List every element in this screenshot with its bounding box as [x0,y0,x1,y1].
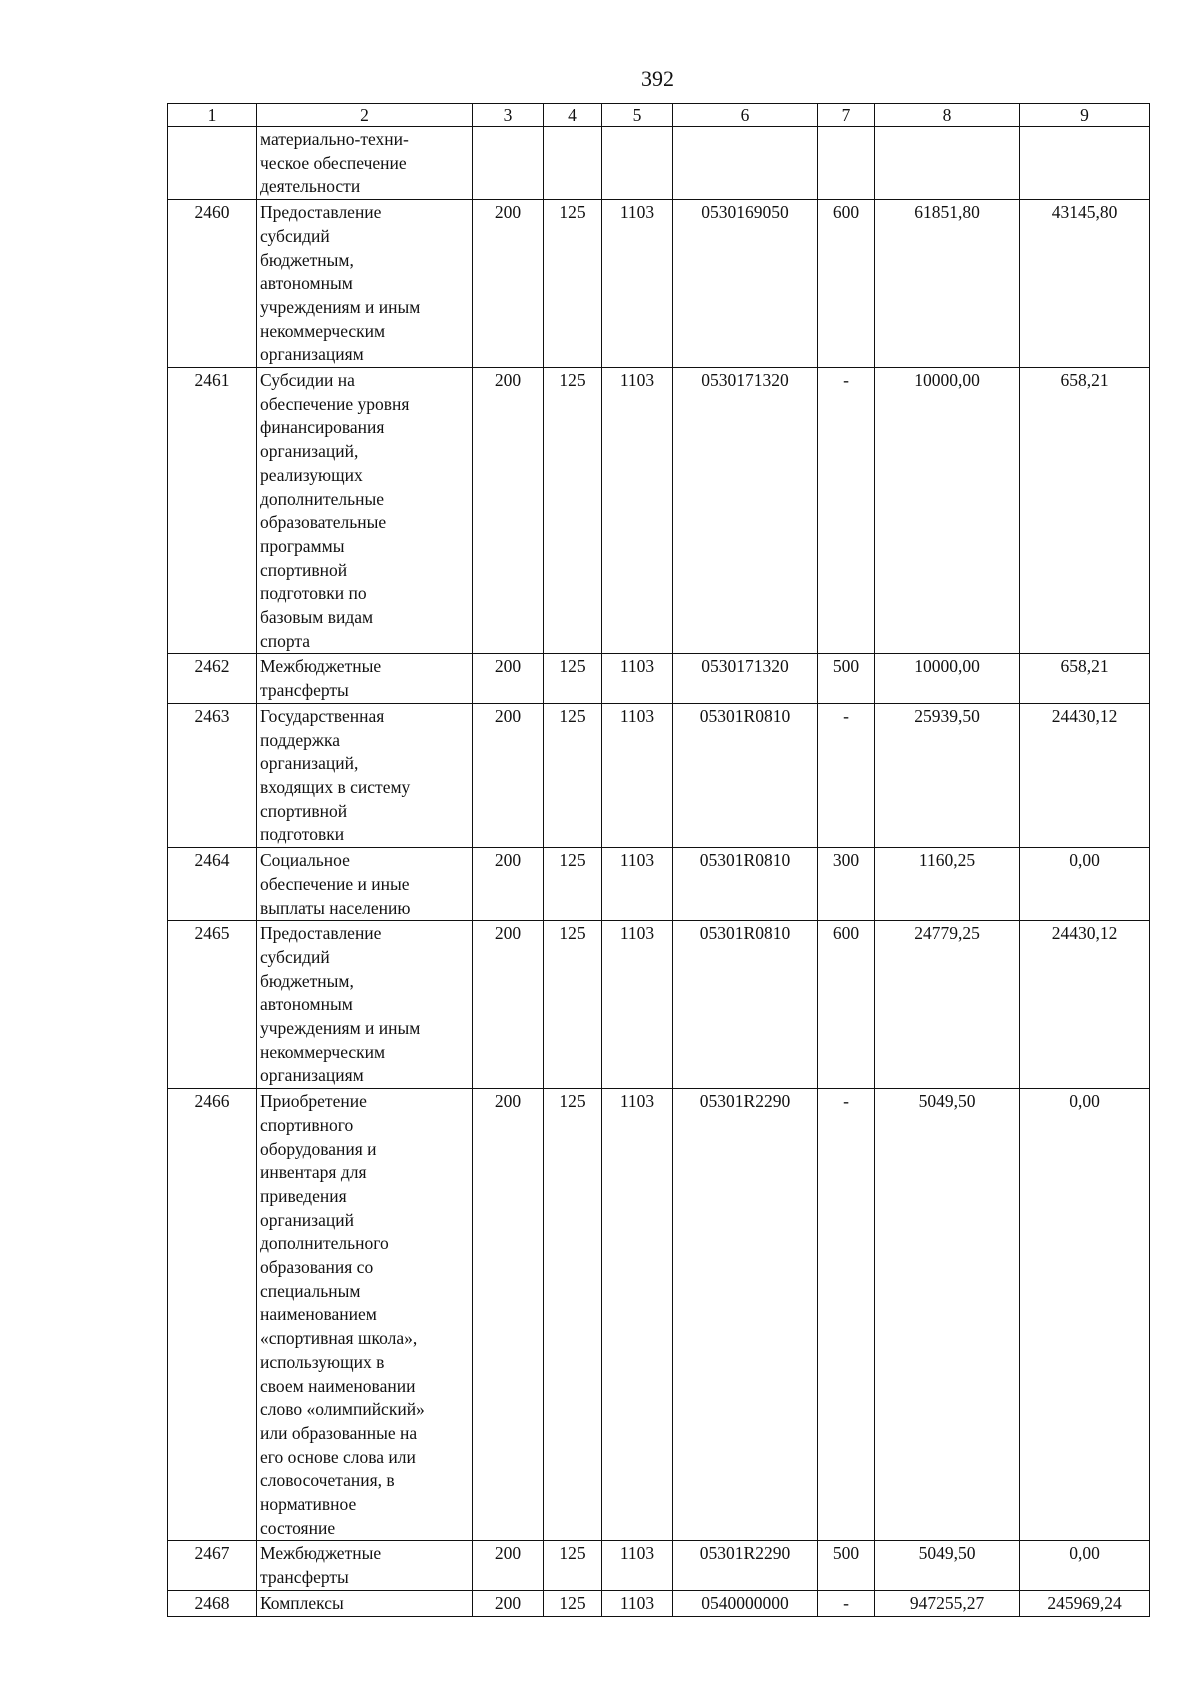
col5-value: 1103 [602,368,673,654]
col7-value: - [818,1590,875,1616]
row-description [257,921,473,1089]
col7-value: 500 [818,654,875,703]
row-description [257,200,473,368]
col3-value: 200 [473,1089,544,1541]
col9-value: 43145,80 [1020,200,1150,368]
table-row [168,127,1150,200]
description-line: обеспечение уровня [260,393,410,414]
table-row [168,1590,1150,1616]
table-row [168,654,1150,703]
description-line: дополнительные [260,488,385,509]
col6-value: 0530171320 [673,368,818,654]
col5-value: 1103 [602,703,673,847]
col4-value: 125 [544,703,602,847]
col7-value: - [818,368,875,654]
row-number: 2461 [168,368,257,654]
description-line: образовательные [260,512,387,533]
col5-value: 1103 [602,200,673,368]
col5-value: 1103 [602,848,673,921]
row-description [257,1089,473,1541]
description-line: поддержка [260,729,341,750]
table-body [168,127,1150,1617]
col6-value: 0540000000 [673,1590,818,1616]
table-row [168,1541,1150,1590]
description-line: словосочетания, в [260,1470,395,1491]
header-col-6: 6 [673,104,818,127]
description-line: оборудования и [260,1138,377,1159]
description-line: финансирования [260,417,385,438]
col7-value: 600 [818,921,875,1089]
col4-value: 125 [544,1590,602,1616]
col6-value: 0530169050 [673,200,818,368]
col6-value: 0530171320 [673,654,818,703]
col3-value [473,127,544,200]
col3-value: 200 [473,654,544,703]
col8-value: 5049,50 [875,1541,1020,1590]
table-row [168,368,1150,654]
col6-value [673,127,818,200]
description-line: подготовки [260,824,345,845]
description-line: Предоставление [260,202,382,223]
col3-value: 200 [473,703,544,847]
description-line: базовым видам [260,607,374,628]
description-line: бюджетным, [260,249,354,270]
description-line: автономным [260,994,353,1015]
description-line: организациям [260,1065,364,1086]
col8-value: 24779,25 [875,921,1020,1089]
row-description [257,368,473,654]
description-line: инвентаря для [260,1162,367,1183]
description-line: его основе слова или [260,1446,416,1467]
description-line: программы [260,535,345,556]
col9-value: 0,00 [1020,848,1150,921]
table-row [168,200,1150,368]
col8-value: 947255,27 [875,1590,1020,1616]
table-row [168,848,1150,921]
description-line: или образованные на [260,1422,418,1443]
col3-value: 200 [473,921,544,1089]
table-row [168,703,1150,847]
col9-value: 0,00 [1020,1541,1150,1590]
col6-value: 05301R0810 [673,703,818,847]
description-line: организаций, [260,753,359,774]
description-line: субсидий [260,946,330,967]
col6-value: 05301R0810 [673,921,818,1089]
col5-value: 1103 [602,1541,673,1590]
col3-value: 200 [473,1541,544,1590]
header-col-7: 7 [818,104,875,127]
col4-value: 125 [544,848,602,921]
col8-value [875,127,1020,200]
description-line: учреждениям и иным [260,296,421,317]
description-line: своем наименовании [260,1375,416,1396]
description-line: состояние [260,1517,336,1538]
header-col-2: 2 [257,104,473,127]
row-description [257,1541,473,1590]
row-number: 2462 [168,654,257,703]
col4-value: 125 [544,1089,602,1541]
description-line: приведения [260,1185,347,1206]
col9-value: 245969,24 [1020,1590,1150,1616]
description-line: обеспечение и иные [260,873,410,894]
col9-value [1020,127,1150,200]
col8-value: 25939,50 [875,703,1020,847]
description-line: Социальное [260,850,350,871]
description-line: организациям [260,344,364,365]
description-line: Межбюджетные [260,1543,382,1564]
header-col-5: 5 [602,104,673,127]
col9-value: 24430,12 [1020,703,1150,847]
table-row [168,921,1150,1089]
row-number [168,127,257,200]
header-row [168,104,1150,127]
col9-value: 658,21 [1020,368,1150,654]
col9-value: 0,00 [1020,1089,1150,1541]
col4-value: 125 [544,1541,602,1590]
description-line: деятельности [260,176,361,197]
col6-value: 05301R0810 [673,848,818,921]
col6-value: 05301R2290 [673,1089,818,1541]
description-line: субсидий [260,225,330,246]
description-line: Государственная [260,705,385,726]
description-line: ческое обеспечение [260,152,407,173]
description-line: спорта [260,630,311,651]
col6-value: 05301R2290 [673,1541,818,1590]
header-col-1: 1 [168,104,257,127]
col5-value: 1103 [602,1590,673,1616]
col7-value: - [818,1089,875,1541]
description-line: спортивной [260,800,348,821]
row-description [257,654,473,703]
table-row [168,1089,1150,1541]
description-line: входящих в систему [260,776,411,797]
description-line: специальным [260,1280,361,1301]
col5-value: 1103 [602,921,673,1089]
description-line: Комплексы [260,1592,344,1613]
description-line: спортивного [260,1114,354,1135]
description-line: подготовки по [260,583,367,604]
header-col-3: 3 [473,104,544,127]
col3-value: 200 [473,848,544,921]
col5-value [602,127,673,200]
col3-value: 200 [473,200,544,368]
row-description [257,127,473,200]
col4-value: 125 [544,921,602,1089]
description-line: образования со [260,1257,374,1278]
col7-value: - [818,703,875,847]
col5-value: 1103 [602,1089,673,1541]
description-line: использующих в [260,1351,385,1372]
description-line: Межбюджетные [260,656,382,677]
col7-value: 500 [818,1541,875,1590]
description-line: трансферты [260,680,349,701]
description-line: автономным [260,273,353,294]
row-description [257,1590,473,1616]
col4-value [544,127,602,200]
row-number: 2466 [168,1089,257,1541]
row-description [257,703,473,847]
description-line: нормативное [260,1494,357,1515]
row-number: 2467 [168,1541,257,1590]
col9-value: 24430,12 [1020,921,1150,1089]
description-line: организаций [260,1209,354,1230]
description-line: Приобретение [260,1091,367,1112]
col8-value: 61851,80 [875,200,1020,368]
col8-value: 10000,00 [875,654,1020,703]
header-col-8: 8 [875,104,1020,127]
description-line: дополнительного [260,1233,389,1254]
col5-value: 1103 [602,654,673,703]
header-col-4: 4 [544,104,602,127]
col7-value [818,127,875,200]
description-line: спортивной [260,559,348,580]
col8-value: 10000,00 [875,368,1020,654]
col9-value: 658,21 [1020,654,1150,703]
col7-value: 300 [818,848,875,921]
col4-value: 125 [544,368,602,654]
col7-value: 600 [818,200,875,368]
row-description [257,848,473,921]
row-number: 2464 [168,848,257,921]
description-line: учреждениям и иным [260,1018,421,1039]
description-line: трансферты [260,1567,349,1588]
description-line: некоммерческим [260,320,386,341]
description-line: материально-техни- [260,129,409,149]
description-line: организаций, [260,441,359,462]
description-line: «спортивная школа», [260,1328,418,1349]
description-line: реализующих [260,464,363,485]
col4-value: 125 [544,200,602,368]
col8-value: 1160,25 [875,848,1020,921]
row-number: 2468 [168,1590,257,1616]
col3-value: 200 [473,1590,544,1616]
description-line: Субсидии на [260,370,355,391]
page-number: 392 [641,66,674,91]
description-line: Предоставление [260,923,382,944]
col4-value: 125 [544,654,602,703]
row-number: 2463 [168,703,257,847]
description-line: наименованием [260,1304,377,1325]
row-number: 2465 [168,921,257,1089]
description-line: выплаты населению [260,897,411,918]
description-line: бюджетным, [260,970,354,991]
col8-value: 5049,50 [875,1089,1020,1541]
budget-table [167,103,1150,1617]
header-col-9: 9 [1020,104,1150,127]
col3-value: 200 [473,368,544,654]
description-line: некоммерческим [260,1041,386,1062]
description-line: слово «олимпийский» [260,1399,425,1420]
row-number: 2460 [168,200,257,368]
